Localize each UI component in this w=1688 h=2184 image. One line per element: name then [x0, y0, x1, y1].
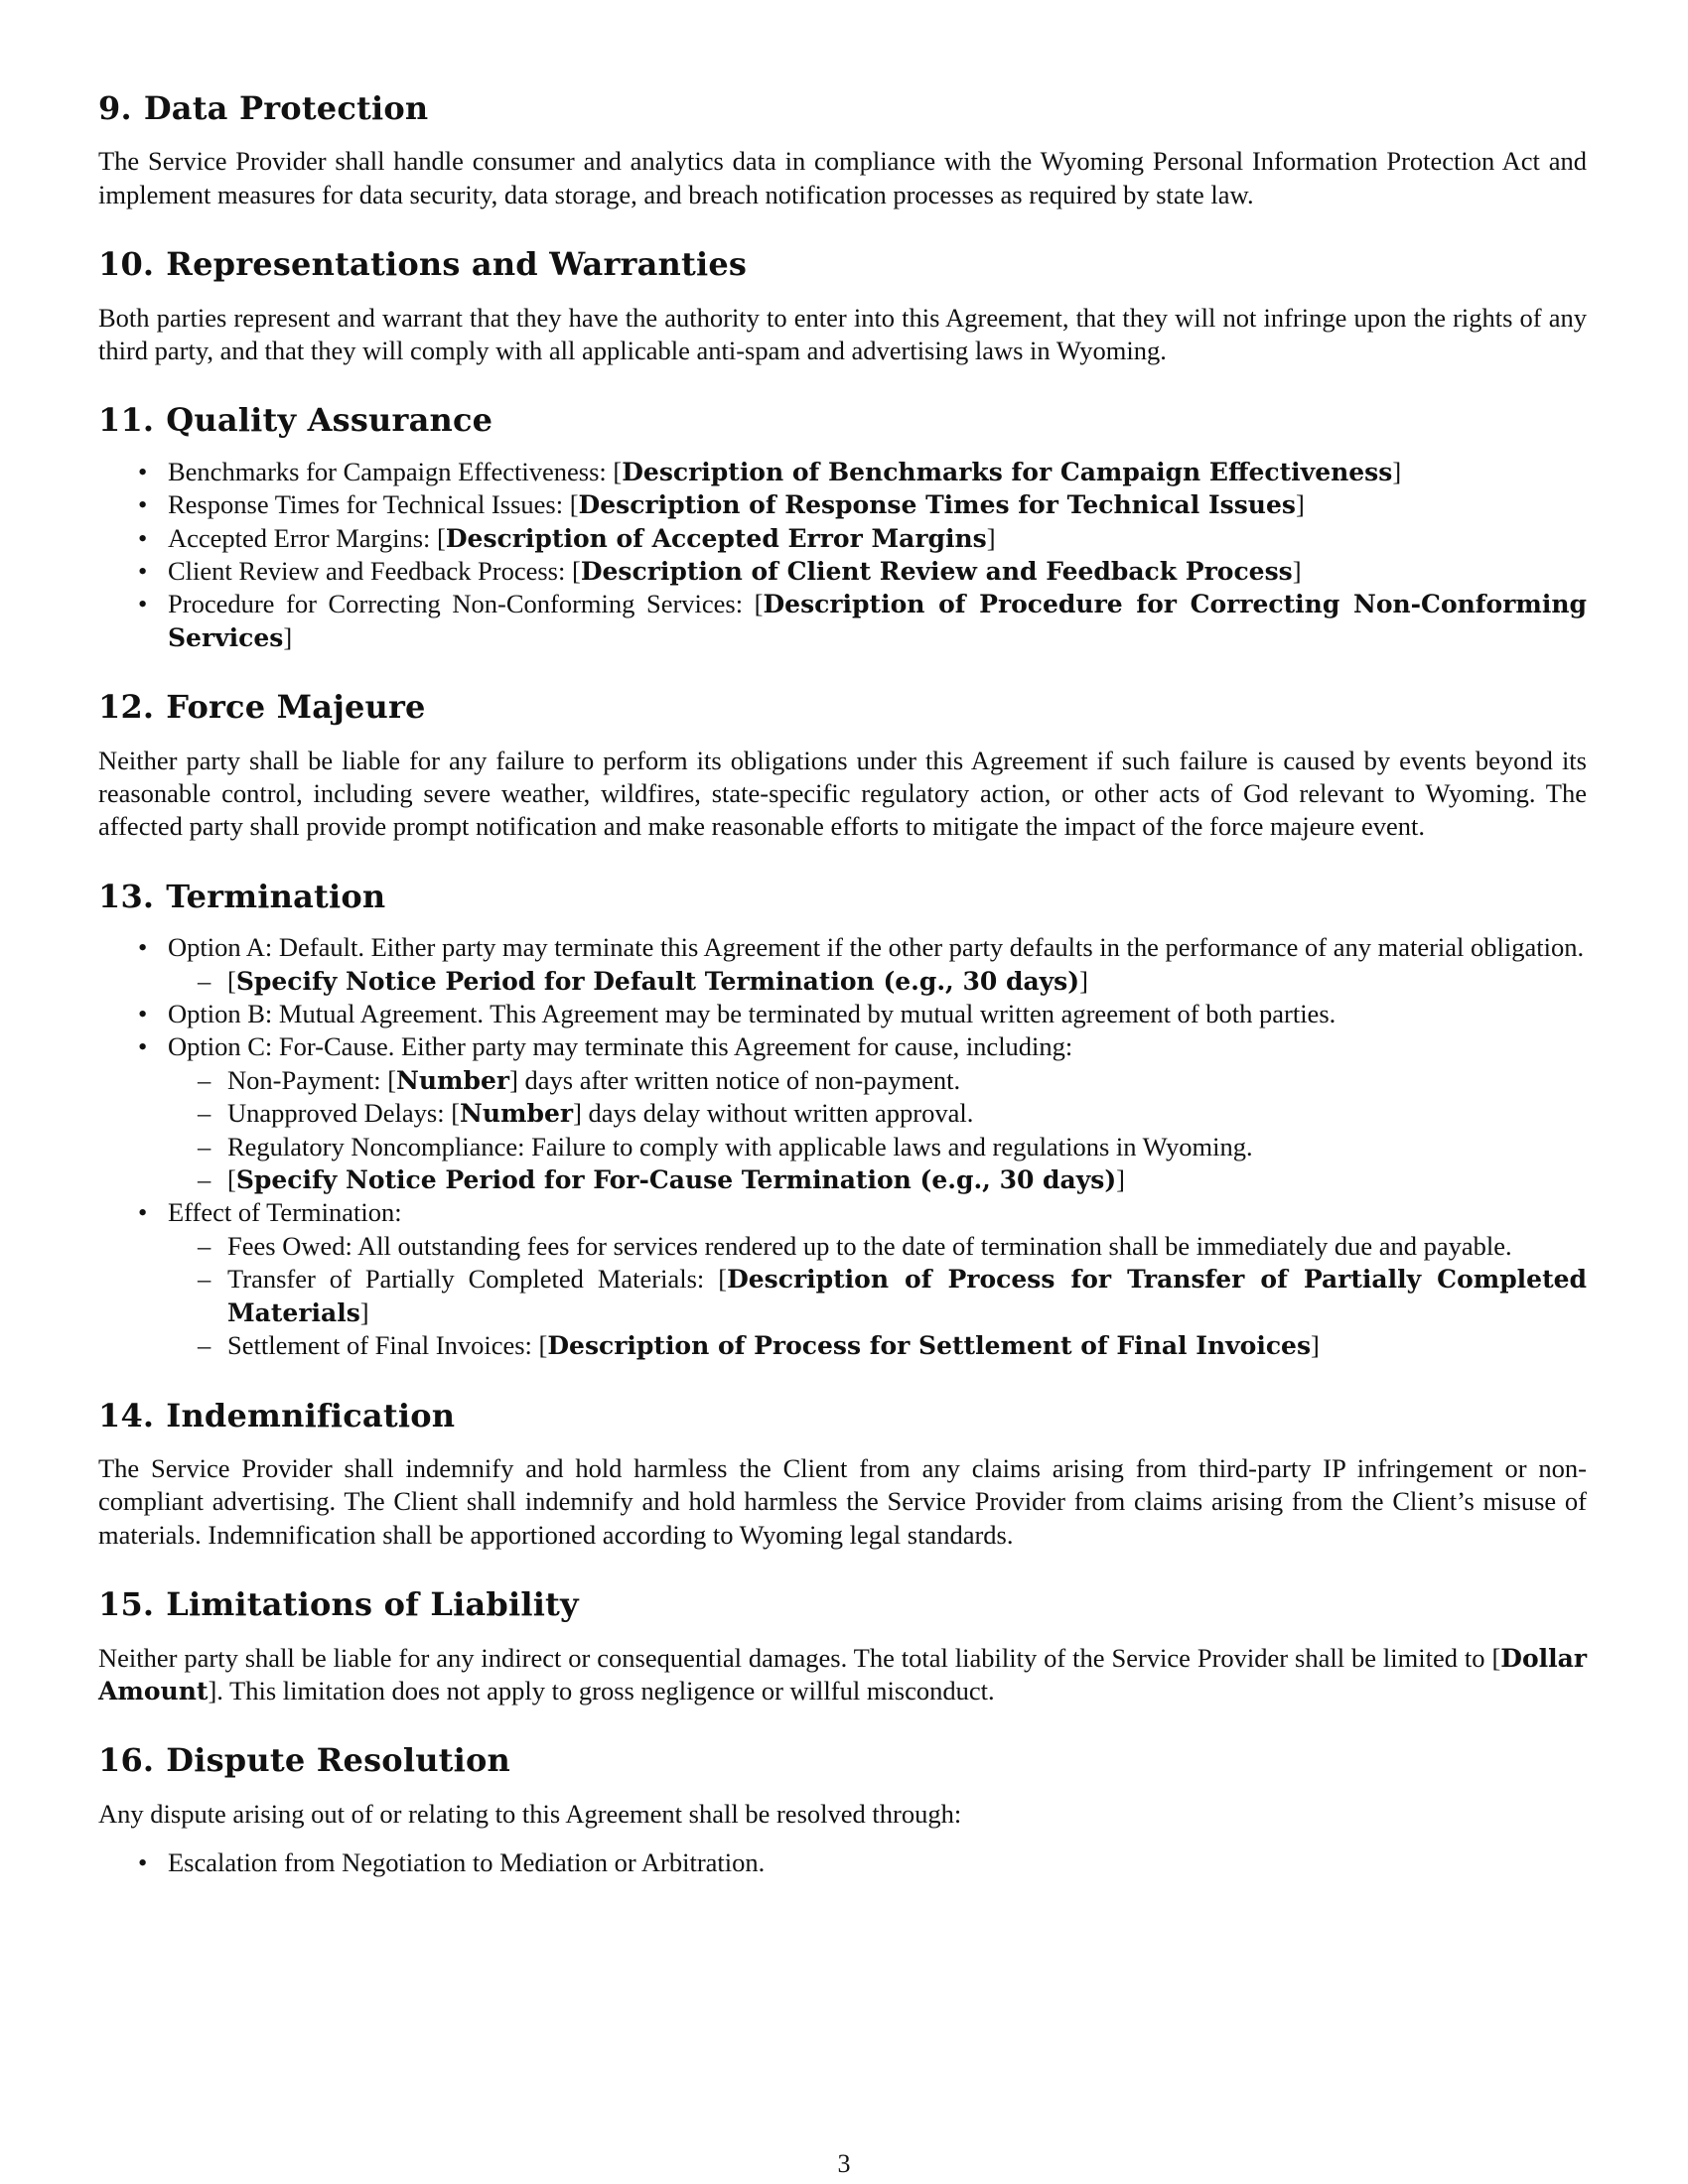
section-heading: 15. Limitations of Liability	[98, 1585, 579, 1624]
section-paragraph: Neither party shall be liable for any indirect or consequential damages. The total liability of the Service Provider shall be limited to [Dollar Amount]. This limitation does not apply to gross negligence or willful misconduct.	[98, 1642, 1587, 1706]
list-item-option-c: • Option C: For-Cause. Either party may terminate this Agreement for cause, including: – Non-Payment: [Number] days after written notice of non-payment. – Unapproved Delays: [Number] days delay without written approval. – Regulatory Noncompliance: Failure to comply with applicable laws and regulations in Wyoming. – [Specify Notice Period for For-Cause Termination (e.g., 30 days)]	[98, 1030, 1587, 1196]
section-representations-warranties	[98, 245, 1587, 367]
dispute-resolution-list	[98, 1846, 1587, 1879]
sub-list-item: – Non-Payment: [Number] days after written notice of non-payment.	[168, 1064, 1587, 1097]
section-heading: 11. Quality Assurance	[98, 401, 493, 440]
sub-list-item: – Regulatory Noncompliance: Failure to comply with applicable laws and regulations in Wyoming.	[168, 1131, 1587, 1163]
document-page	[98, 89, 1587, 1914]
quality-assurance-list	[98, 456, 1587, 654]
section-paragraph: The Service Provider shall indemnify and hold harmless the Client from any claims arising from third-party IP infringement or non-compliant advertising. The Client shall indemnify and hold harmless the Service Provider from claims arising from the Client’s misuse of materials. Indemnification shall be apportioned according to Wyoming legal standards.	[98, 1452, 1587, 1550]
section-heading: 10. Representations and Warranties	[98, 245, 748, 284]
section-indemnification	[98, 1397, 1587, 1553]
section-force-majeure	[98, 688, 1587, 844]
section-heading: 16. Dispute Resolution	[98, 1741, 511, 1780]
list-item: • Accepted Error Margins: [Description of Accepted Error Margins]	[98, 522, 1587, 555]
list-item-option-a: • Option A: Default. Either party may terminate this Agreement if the other party defaults in the performance of any material obligation. – [Specify Notice Period for Default Termination (e.g., 30 days)]	[98, 931, 1587, 998]
sub-list-item: – Transfer of Partially Completed Materials: [Description of Process for Transfer of Partially Completed Materials]	[168, 1263, 1587, 1329]
list-item: • Escalation from Negotiation to Mediation or Arbitration.	[98, 1846, 1587, 1879]
sub-list-item: – [Specify Notice Period for Default Termination (e.g., 30 days)]	[168, 965, 1587, 998]
section-heading: 9. Data Protection	[98, 89, 429, 127]
section-paragraph: Any dispute arising out of or relating to this Agreement shall be resolved through:	[98, 1798, 962, 1829]
sub-list-item: – Unapproved Delays: [Number] days delay without written approval.	[168, 1097, 1587, 1130]
section-dispute-resolution	[98, 1741, 1587, 1879]
sub-list-item: – [Specify Notice Period for For-Cause Termination (e.g., 30 days)]	[168, 1163, 1587, 1196]
section-data-protection	[98, 89, 1587, 211]
section-limitations-of-liability	[98, 1585, 1587, 1707]
list-item-option-b: • Option B: Mutual Agreement. This Agreement may be terminated by mutual written agreement of both parties.	[98, 998, 1587, 1030]
section-heading: 13. Termination	[98, 877, 386, 915]
termination-list	[98, 931, 1587, 1362]
page-number: 3	[837, 2149, 851, 2178]
list-item: • Benchmarks for Campaign Effectiveness: [Description of Benchmarks for Campaign Effectiveness]	[98, 456, 1587, 488]
section-heading: 12. Force Majeure	[98, 688, 426, 727]
section-paragraph: Both parties represent and warrant that they have the authority to enter into this Agreement, that they will not infringe upon the rights of any third party, and that they will comply with all applicable anti-spam and advertising laws in Wyoming.	[98, 302, 1587, 365]
list-item-effect: • Effect of Termination: – Fees Owed: All outstanding fees for services rendered up to the date of termination shall be immediately due and payable. – Transfer of Partially Completed Materials: [Description of Process for Transfer of Partially Completed Materials] – Settlement of Final Invoices: [Description of Process for Settlement of Final Invoices]	[98, 1196, 1587, 1362]
section-paragraph: Neither party shall be liable for any failure to perform its obligations under this Agreement if such failure is caused by events beyond its reasonable control, including severe weather, wildfires, state-specific regulatory action, or other acts of God relevant to Wyoming. The affected party shall provide prompt notification and make reasonable efforts to mitigate the impact of the force majeure event.	[98, 745, 1587, 842]
sub-list-item: – Settlement of Final Invoices: [Description of Process for Settlement of Final Invoices]	[168, 1329, 1587, 1362]
section-paragraph: The Service Provider shall handle consumer and analytics data in compliance with the Wyoming Personal Information Protection Act and implement measures for data security, data storage, and breach notification processes as required by state law.	[98, 146, 1587, 209]
sub-list-item: – Fees Owed: All outstanding fees for services rendered up to the date of termination shall be immediately due and payable.	[168, 1230, 1587, 1263]
section-quality-assurance	[98, 401, 1587, 654]
section-heading: 14. Indemnification	[98, 1396, 456, 1434]
list-item: • Procedure for Correcting Non-Conforming Services: [Description of Procedure for Correcting Non-Conforming Services]	[98, 588, 1587, 654]
section-termination	[98, 878, 1587, 1363]
list-item: • Response Times for Technical Issues: [Description of Response Times for Technical Issues]	[98, 488, 1587, 521]
list-item: • Client Review and Feedback Process: [Description of Client Review and Feedback Process]	[98, 555, 1587, 588]
